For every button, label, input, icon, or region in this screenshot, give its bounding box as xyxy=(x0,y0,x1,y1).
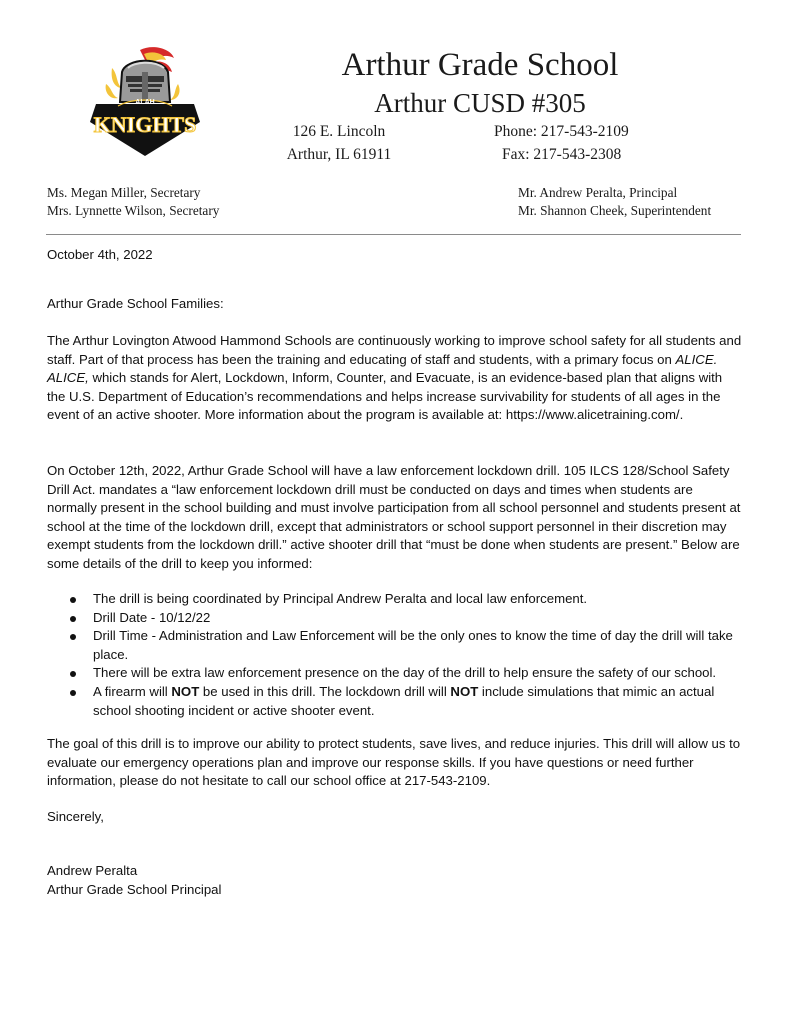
header-divider xyxy=(46,234,741,235)
drill-details-list xyxy=(47,590,747,720)
paragraph-alice-part-c: which stands for Alert, Lockdown, Inform, Counter, and Evacuate, is an evidence-based plan that aligns with the U.S. Department of Education’s recommendations and helps increase survivability for students of all ages in the event of an active shooter. More information about the program is available at: https://www.alicetraining.com/. xyxy=(47,370,723,423)
staff-secretary-1: Ms. Megan Miller, Secretary xyxy=(47,185,201,200)
list-item-text-b: be used in this drill. The lockdown drill will xyxy=(199,683,451,699)
letter-closing: Sincerely, xyxy=(47,809,104,824)
logo-text: KNIGHTS xyxy=(93,112,197,137)
paragraph-alice-part-a: The Arthur Lovington Atwood Hammond Schools are continuously working to improve school safety for all students and staff. Part of that process has been the training and educating of staff and students, with a primary focus on xyxy=(47,333,742,367)
paragraph-drill-announcement: On October 12th, 2022, Arthur Grade School will have a law enforcement lockdown drill. 105 ILCS 128/School Safety Drill Act. mandates a “law enforcement lockdown drill must be conducted on days and times when students are normally present in the school building and must involve participation from all school personnel and students present at school at the time of the lockdown drill, except that administrators or school support personnel in their discretion may exempt students from the lockdown drill.” active shooter drill that “must be done when students are present.” Below are some details of the drill to keep you informed: xyxy=(47,463,741,571)
list-item xyxy=(47,683,747,720)
signer-name: Andrew Peralta xyxy=(47,863,138,878)
list-item-text: The drill is being coordinated by Principal Andrew Peralta and local law enforcement. xyxy=(93,591,588,606)
logo-arc-text: ALAH xyxy=(135,99,155,106)
list-item xyxy=(47,627,747,664)
paragraph-goal: The goal of this drill is to improve our ability to protect students, save lives, and reduce injuries. This drill will allow us to evaluate our emergency operations plan and improve our response skills. If you have questions or need further information, please do not hesitate to call our school office at 217-543-2109. xyxy=(47,736,741,789)
letter-date: October 4th, 2022 xyxy=(47,247,153,262)
list-item xyxy=(47,664,747,683)
list-item-text: Drill Time - Administration and Law Enforcement will be the only ones to know the time of day the drill will take place. xyxy=(93,628,733,662)
bullet-icon xyxy=(70,690,76,696)
staff-superintendent: Mr. Shannon Cheek, Superintendent xyxy=(518,203,712,218)
not-emphasis-2: NOT xyxy=(450,683,479,699)
phone-number: Phone: 217-543-2109 xyxy=(494,123,629,140)
bullet-icon xyxy=(70,671,76,677)
school-name: Arthur Grade School xyxy=(341,47,619,83)
address-city: Arthur, IL 61911 xyxy=(286,146,392,163)
list-item xyxy=(47,590,747,609)
staff-administrators xyxy=(518,184,711,220)
address-street: 126 E. Lincoln xyxy=(292,123,386,140)
bullet-icon xyxy=(70,616,76,622)
signer-title: Arthur Grade School Principal xyxy=(47,882,222,897)
not-emphasis-1: NOT xyxy=(171,683,200,699)
letter-greeting: Arthur Grade School Families: xyxy=(47,296,224,311)
staff-principal: Mr. Andrew Peralta, Principal xyxy=(518,185,678,200)
staff-secretary-2: Mrs. Lynnette Wilson, Secretary xyxy=(47,203,220,218)
district-name: Arthur CUSD #305 xyxy=(374,88,586,118)
list-item-text-c: include simulations that mimic an actual school shooting incident or active shooter event. xyxy=(93,683,715,718)
list-item-text-a: A firearm will xyxy=(93,683,172,699)
alice-term-1: ALICE. xyxy=(675,351,718,367)
bullet-icon xyxy=(70,634,76,640)
staff-secretaries xyxy=(47,184,219,220)
knights-logo xyxy=(82,44,208,158)
list-item-text: There will be extra law enforcement presence on the day of the drill to help ensure the safety of our school. xyxy=(93,665,717,681)
alice-term-2: ALICE, xyxy=(47,370,89,386)
fax-number: Fax: 217-543-2308 xyxy=(502,146,622,163)
list-item xyxy=(47,609,747,628)
paragraph-alice xyxy=(47,332,742,425)
bullet-icon xyxy=(70,597,76,603)
school-address xyxy=(259,120,419,166)
list-item-text: Drill Date - 10/12/22 xyxy=(93,609,211,625)
school-contact xyxy=(494,120,654,166)
